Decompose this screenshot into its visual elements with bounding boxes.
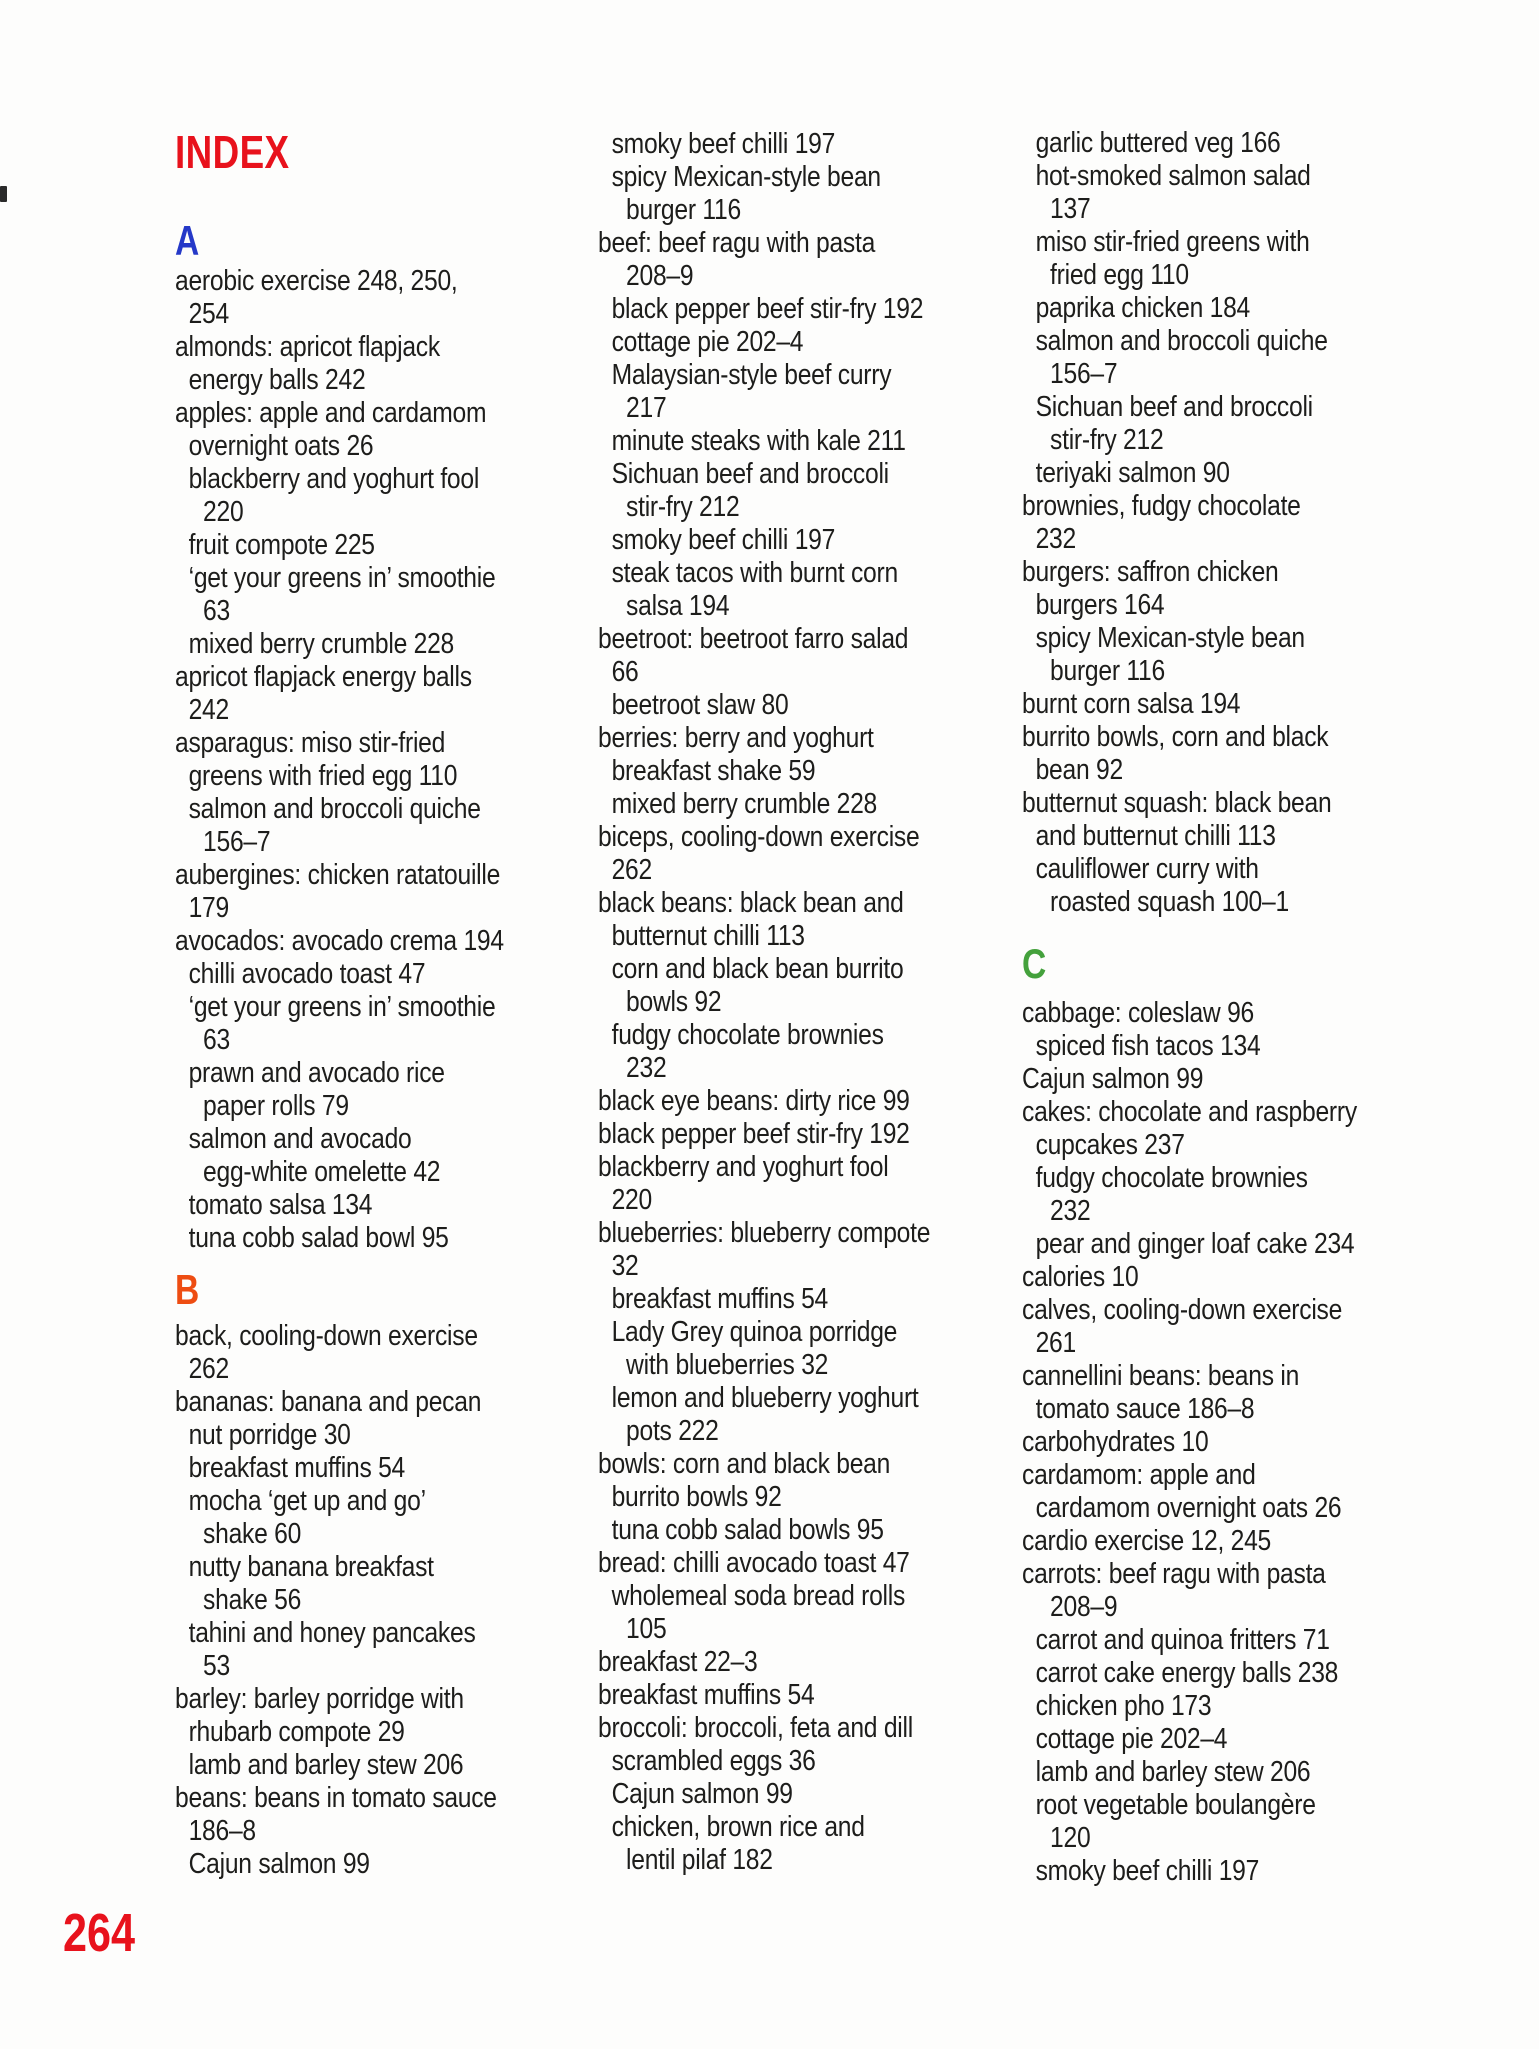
index-entry-line: and butternut chilli 113 [1035,820,1276,852]
index-entry-line: breakfast 22–3 [598,1646,758,1678]
index-entry-line: rhubarb compote 29 [188,1716,405,1748]
index-entry-line: nutty banana breakfast [188,1551,434,1583]
index-entry-line: 242 [188,694,229,726]
index-entry-line: carrots: beef ragu with pasta [1022,1558,1326,1590]
index-entry-line: 63 [203,1024,230,1056]
index-entry-line: 32 [611,1250,639,1282]
index-entry-line: tomato sauce 186–8 [1035,1393,1255,1425]
index-entry-line: miso stir-fried greens with [1035,226,1310,258]
index-entry-line: calories 10 [1022,1261,1139,1293]
index-entry-line: aerobic exercise 248, 250, [175,265,458,297]
index-entry-line: breakfast muffins 54 [188,1452,406,1484]
index-entry-line: salsa 194 [626,590,730,622]
index-entry-line: butternut squash: black bean [1022,787,1332,819]
index-entry-line: tuna cobb salad bowls 95 [611,1514,884,1546]
index-entry-line: 120 [1050,1822,1091,1854]
index-entry-line: paper rolls 79 [203,1090,349,1122]
index-entry-line: cardamom overnight oats 26 [1035,1492,1342,1524]
index-entry-line: barley: barley porridge with [175,1683,464,1715]
index-entry-line: fudgy chocolate brownies [1035,1162,1308,1194]
index-entry-line: cardio exercise 12, 245 [1022,1525,1272,1557]
index-entry-line: shake 60 [203,1518,302,1550]
index-entry-line: 261 [1035,1327,1076,1359]
index-entry-line: burrito bowls 92 [611,1481,782,1513]
index-entry-line: blackberry and yoghurt fool [188,463,480,495]
index-entry-line: 179 [188,892,229,924]
index-entry-line: spicy Mexican-style bean [611,161,881,193]
index-entry-line: avocados: avocado crema 194 [175,925,504,957]
index-entry-line: burger 116 [1050,655,1165,687]
index-entry-line: 137 [1050,193,1091,225]
index-entry-line: calves, cooling-down exercise [1022,1294,1343,1326]
index-entry-line: root vegetable boulangère [1035,1789,1316,1821]
index-entry-line: steak tacos with burnt corn [611,557,898,589]
section-heading-c: C [1022,940,1047,987]
index-entry-line: carbohydrates 10 [1022,1426,1209,1458]
index-entry-line: overnight oats 26 [188,430,374,462]
index-entry-line: tahini and honey pancakes [188,1617,476,1649]
index-entry-line: salmon and broccoli quiche [1035,325,1328,357]
index-entry-line: beef: beef ragu with pasta [598,227,876,259]
index-entry-line: egg-white omelette 42 [203,1156,441,1188]
index-entry-line: breakfast muffins 54 [598,1679,815,1711]
index-entry-line: Cajun salmon 99 [611,1778,793,1810]
index-entry-line: cannellini beans: beans in [1022,1360,1300,1392]
index-entry-line: burgers: saffron chicken [1022,556,1279,588]
index-entry-line: mocha ‘get up and go’ [188,1485,426,1517]
index-entry-line: tuna cobb salad bowl 95 [188,1222,449,1254]
index-entry-line: beetroot: beetroot farro salad [598,623,909,655]
index-entry-line: paprika chicken 184 [1035,292,1251,324]
index-entry-line: stir-fry 212 [1050,424,1164,456]
index-entry-line: carrot cake energy balls 238 [1035,1657,1339,1689]
index-entry-line: lemon and blueberry yoghurt [611,1382,919,1414]
index-entry-line: minute steaks with kale 211 [611,425,906,457]
section-heading-b: B [175,1266,200,1313]
index-entry-line: energy balls 242 [188,364,366,396]
index-entry-line: smoky beef chilli 197 [611,128,836,160]
index-entry-line: 232 [626,1052,667,1084]
index-entry-line: 232 [1050,1195,1091,1227]
index-title: INDEX [175,126,290,178]
index-column-1 [175,126,562,1881]
index-entry-line: asparagus: miso stir-fried [175,727,446,759]
index-entry-line: cabbage: coleslaw 96 [1022,997,1254,1029]
index-entry-line: cottage pie 202–4 [611,326,804,358]
index-column-2 [598,128,989,1877]
index-entry-line: roasted squash 100–1 [1050,886,1289,918]
index-entry-line: fudgy chocolate brownies [611,1019,884,1051]
index-entry-line: chicken pho 173 [1035,1690,1212,1722]
index-entry-line: 262 [188,1353,229,1385]
index-entry-line: 156–7 [203,826,271,858]
index-entry-line: Lady Grey quinoa porridge [611,1316,898,1348]
index-entry-line: breakfast muffins 54 [611,1283,829,1315]
index-entry-line: 208–9 [1050,1591,1118,1623]
index-entry-line: Sichuan beef and broccoli [611,458,889,490]
index-entry-line: corn and black bean burrito [611,953,904,985]
index-entry-line: 105 [626,1613,667,1645]
index-column-3 [1022,127,1416,1888]
index-entry-line: shake 56 [203,1584,302,1616]
index-entry-line: 66 [611,656,639,688]
index-entry-line: black beans: black bean and [598,887,904,919]
index-entry-line: 254 [188,298,229,330]
index-entry-line: pots 222 [626,1415,719,1447]
index-entry-line: smoky beef chilli 197 [611,524,836,556]
index-entry-line: cardamom: apple and [1022,1459,1256,1491]
index-entry-line: wholemeal soda bread rolls [611,1580,906,1612]
index-entry-line: bean 92 [1035,754,1123,786]
index-entry-line: tomato salsa 134 [188,1189,373,1221]
index-entry-line: mixed berry crumble 228 [188,628,454,660]
index-entry-line: bowls: corn and black bean [598,1448,891,1480]
index-entry-line: 208–9 [626,260,694,292]
index-entry-line: black pepper beef stir-fry 192 [611,293,924,325]
index-entry-line: biceps, cooling-down exercise [598,821,920,853]
index-entry-line: prawn and avocado rice [188,1057,445,1089]
index-entry-line: bananas: banana and pecan [175,1386,482,1418]
index-entry-line: lamb and barley stew 206 [1035,1756,1311,1788]
index-entry-line: blackberry and yoghurt fool [598,1151,889,1183]
index-entry-line: black eye beans: dirty rice 99 [598,1085,910,1117]
index-entry-line: spicy Mexican-style bean [1035,622,1305,654]
index-entry-line: salmon and avocado [188,1123,412,1155]
index-entry-line: black pepper beef stir-fry 192 [598,1118,910,1150]
index-entry-line: mixed berry crumble 228 [611,788,877,820]
index-entry-line: apricot flapjack energy balls [175,661,472,693]
index-entry-line: lamb and barley stew 206 [188,1749,464,1781]
index-entry-line: stir-fry 212 [626,491,740,523]
index-entry-line: blueberries: blueberry compote [598,1217,931,1249]
index-entry-line: lentil pilaf 182 [626,1844,773,1876]
index-entry-line: breakfast shake 59 [611,755,816,787]
index-entry-line: salmon and broccoli quiche [188,793,481,825]
index-entry-line: chicken, brown rice and [611,1811,865,1843]
index-entry-line: teriyaki salmon 90 [1035,457,1230,489]
index-entry-line: berries: berry and yoghurt [598,722,874,754]
index-entry-line: cakes: chocolate and raspberry [1022,1096,1357,1128]
index-entry-line: cupcakes 237 [1035,1129,1185,1161]
index-entry-line: almonds: apricot flapjack [175,331,440,363]
index-entry-line: hot-smoked salmon salad [1035,160,1311,192]
index-entry-line: burnt corn salsa 194 [1022,688,1241,720]
index-entry-line: burger 116 [626,194,741,226]
index-entry-line: beetroot slaw 80 [611,689,789,721]
index-entry-line: ‘get your greens in’ smoothie [188,562,496,594]
index-entry-line: scrambled eggs 36 [611,1745,816,1777]
index-entry-line: spiced fish tacos 134 [1035,1030,1261,1062]
index-entry-line: beans: beans in tomato sauce [175,1782,497,1814]
index-entry-line: Cajun salmon 99 [188,1848,370,1880]
index-entry-line: burrito bowls, corn and black [1022,721,1329,753]
index-entry-line: Sichuan beef and broccoli [1035,391,1313,423]
index-entry-line: with blueberries 32 [626,1349,829,1381]
index-entry-line: 217 [626,392,667,424]
index-entry-line: fruit compote 225 [188,529,375,561]
index-entry-line: aubergines: chicken ratatouille [175,859,501,891]
index-entry-line: 262 [611,854,652,886]
index-entry-line: garlic buttered veg 166 [1035,127,1281,159]
index-entry-line: broccoli: broccoli, feta and dill [598,1712,913,1744]
index-entry-line: carrot and quinoa fritters 71 [1035,1624,1330,1656]
index-entry-line: 186–8 [188,1815,256,1847]
index-entry-line: back, cooling-down exercise [175,1320,478,1352]
index-entry-line: 220 [203,496,244,528]
index-entry-line: smoky beef chilli 197 [1035,1855,1260,1887]
index-entry-line: 232 [1035,523,1076,555]
index-entry-line: 220 [611,1184,652,1216]
index-entry-line: fried egg 110 [1050,259,1189,291]
index-entry-line: brownies, fudgy chocolate [1022,490,1301,522]
index-entry-line: bowls 92 [626,986,722,1018]
index-entry-line: Malaysian-style beef curry [611,359,892,391]
section-heading-a: A [175,217,200,264]
page-number: 264 [63,1903,136,1963]
index-entry-line: 156–7 [1050,358,1118,390]
index-entry-line: burgers 164 [1035,589,1165,621]
index-entry-line: nut porridge 30 [188,1419,351,1451]
index-entry-line: cottage pie 202–4 [1035,1723,1228,1755]
index-entry-line: greens with fried egg 110 [188,760,458,792]
index-entry-line: ‘get your greens in’ smoothie [188,991,496,1023]
index-entry-line: Cajun salmon 99 [1022,1063,1204,1095]
index-entry-line: 53 [203,1650,230,1682]
index-entry-line: apples: apple and cardamom [175,397,487,429]
index-entry-line: cauliflower curry with [1035,853,1259,885]
scan-artifact [0,186,7,202]
index-entry-line: bread: chilli avocado toast 47 [598,1547,910,1579]
index-entry-line: pear and ginger loaf cake 234 [1035,1228,1355,1260]
index-entry-line: butternut chilli 113 [611,920,805,952]
index-entry-line: 63 [203,595,230,627]
index-entry-line: chilli avocado toast 47 [188,958,426,990]
